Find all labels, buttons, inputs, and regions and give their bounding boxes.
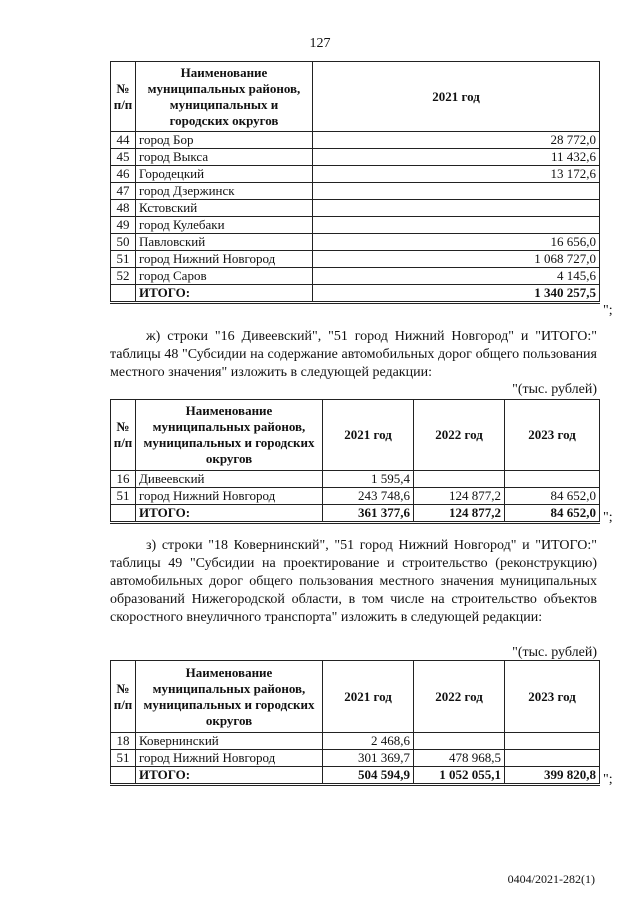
header-2022: 2022 год — [414, 400, 505, 471]
header-num: № п/п — [111, 400, 136, 471]
total-num — [111, 505, 136, 523]
total-value-v2021: 504 594,9 — [323, 767, 414, 785]
table-row — [111, 217, 600, 234]
row-value-v2021 — [313, 200, 600, 217]
header-num: № п/п — [111, 62, 136, 132]
row-value-v2021: 301 369,7 — [323, 750, 414, 767]
row-number: 48 — [111, 200, 136, 217]
document-code: 0404/2021-282(1) — [507, 872, 595, 886]
row-name: город Выкса — [136, 149, 313, 166]
row-value-v2023: 84 652,0 — [505, 488, 600, 505]
total-value-v2022: 1 052 055,1 — [414, 767, 505, 785]
row-value-v2023 — [505, 471, 600, 488]
page-number: 127 — [309, 36, 331, 51]
row-name: Ковернинский — [136, 733, 323, 750]
table-row — [111, 750, 600, 767]
row-number: 51 — [111, 750, 136, 767]
row-value-v2021 — [313, 217, 600, 234]
row-value-v2022: 124 877,2 — [414, 488, 505, 505]
table-1-close-quote: "; — [603, 303, 613, 318]
row-number: 49 — [111, 217, 136, 234]
row-name: Павловский — [136, 234, 313, 251]
total-value-v2023: 84 652,0 — [505, 505, 600, 523]
paragraph-z: з) строки "18 Ковернинский", "51 город Нижний Новгород" и "ИТОГО:" таблицы 49 "Субсидии на проектирование и строительство (реконструкцию) автомобильных дорог общего пользования местного значения муниципальных образований Нижегородской области, в том числе на строительство объектов скоростного внеуличного транспорта" изложить в следующей редакции: — [110, 538, 597, 625]
row-value-v2021: 28 772,0 — [313, 132, 600, 149]
total-row — [111, 767, 600, 785]
header-name: Наименование муниципальных районов, муниципальных и городских округов — [136, 62, 313, 132]
table-3 — [110, 660, 600, 786]
total-label: ИТОГО: — [136, 285, 313, 303]
row-name: Дивеевский — [136, 471, 323, 488]
table-2 — [110, 399, 600, 524]
row-name: город Нижний Новгород — [136, 750, 323, 767]
table-row — [111, 132, 600, 149]
row-value-v2021: 16 656,0 — [313, 234, 600, 251]
total-num — [111, 767, 136, 785]
table-row — [111, 268, 600, 285]
row-name: город Нижний Новгород — [136, 488, 323, 505]
total-label: ИТОГО: — [136, 767, 323, 785]
table-row — [111, 183, 600, 200]
row-number: 52 — [111, 268, 136, 285]
table-row — [111, 149, 600, 166]
row-value-v2021: 1 595,4 — [323, 471, 414, 488]
total-num — [111, 285, 136, 303]
row-number: 45 — [111, 149, 136, 166]
row-name: город Саров — [136, 268, 313, 285]
header-2021: 2021 год — [323, 400, 414, 471]
table-1 — [110, 61, 600, 304]
table-row — [111, 166, 600, 183]
table-row — [111, 471, 600, 488]
row-value-v2021: 243 748,6 — [323, 488, 414, 505]
total-row — [111, 505, 600, 523]
total-value-v2021: 1 340 257,5 — [313, 285, 600, 303]
header-2023: 2023 год — [505, 661, 600, 733]
header-2021: 2021 год — [313, 62, 600, 132]
header-2021: 2021 год — [323, 661, 414, 733]
table-row — [111, 234, 600, 251]
row-number: 44 — [111, 132, 136, 149]
row-name: Городецкий — [136, 166, 313, 183]
row-name: Кстовский — [136, 200, 313, 217]
total-label: ИТОГО: — [136, 505, 323, 523]
row-number: 50 — [111, 234, 136, 251]
total-value-v2023: 399 820,8 — [505, 767, 600, 785]
row-value-v2021: 13 172,6 — [313, 166, 600, 183]
total-value-v2021: 361 377,6 — [323, 505, 414, 523]
row-value-v2022: 478 968,5 — [414, 750, 505, 767]
row-value-v2021 — [313, 183, 600, 200]
row-number: 46 — [111, 166, 136, 183]
row-value-v2021: 11 432,6 — [313, 149, 600, 166]
table-2-close-quote: "; — [603, 510, 613, 525]
row-number: 51 — [111, 488, 136, 505]
row-value-v2023 — [505, 750, 600, 767]
total-value-v2022: 124 877,2 — [414, 505, 505, 523]
table-row — [111, 251, 600, 268]
row-name: город Нижний Новгород — [136, 251, 313, 268]
total-row — [111, 285, 600, 303]
row-number: 47 — [111, 183, 136, 200]
table-3-close-quote: "; — [603, 772, 613, 787]
row-name: город Бор — [136, 132, 313, 149]
table-row — [111, 488, 600, 505]
table-row — [111, 733, 600, 750]
header-name: Наименование муниципальных районов, муниципальных и городских округов — [136, 400, 323, 471]
header-2022: 2022 год — [414, 661, 505, 733]
paragraph-zh: ж) строки "16 Дивеевский", "51 город Нижний Новгород" и "ИТОГО:" таблицы 48 "Субсидии на содержание автомобильных дорог общего пользования местного значения" изложить в следующей редакции: — [110, 329, 597, 380]
unit-label: "(тыс. рублей) — [512, 382, 597, 397]
row-value-v2022 — [414, 471, 505, 488]
row-value-v2021: 1 068 727,0 — [313, 251, 600, 268]
table-row — [111, 200, 600, 217]
header-name: Наименование муниципальных районов, муниципальных и городских округов — [136, 661, 323, 733]
row-number: 16 — [111, 471, 136, 488]
row-value-v2021: 2 468,6 — [323, 733, 414, 750]
row-name: город Кулебаки — [136, 217, 313, 234]
unit-label: "(тыс. рублей) — [512, 645, 597, 660]
row-name: город Дзержинск — [136, 183, 313, 200]
header-2023: 2023 год — [505, 400, 600, 471]
row-value-v2023 — [505, 733, 600, 750]
header-num: № п/п — [111, 661, 136, 733]
row-value-v2022 — [414, 733, 505, 750]
row-number: 51 — [111, 251, 136, 268]
row-number: 18 — [111, 733, 136, 750]
row-value-v2021: 4 145,6 — [313, 268, 600, 285]
